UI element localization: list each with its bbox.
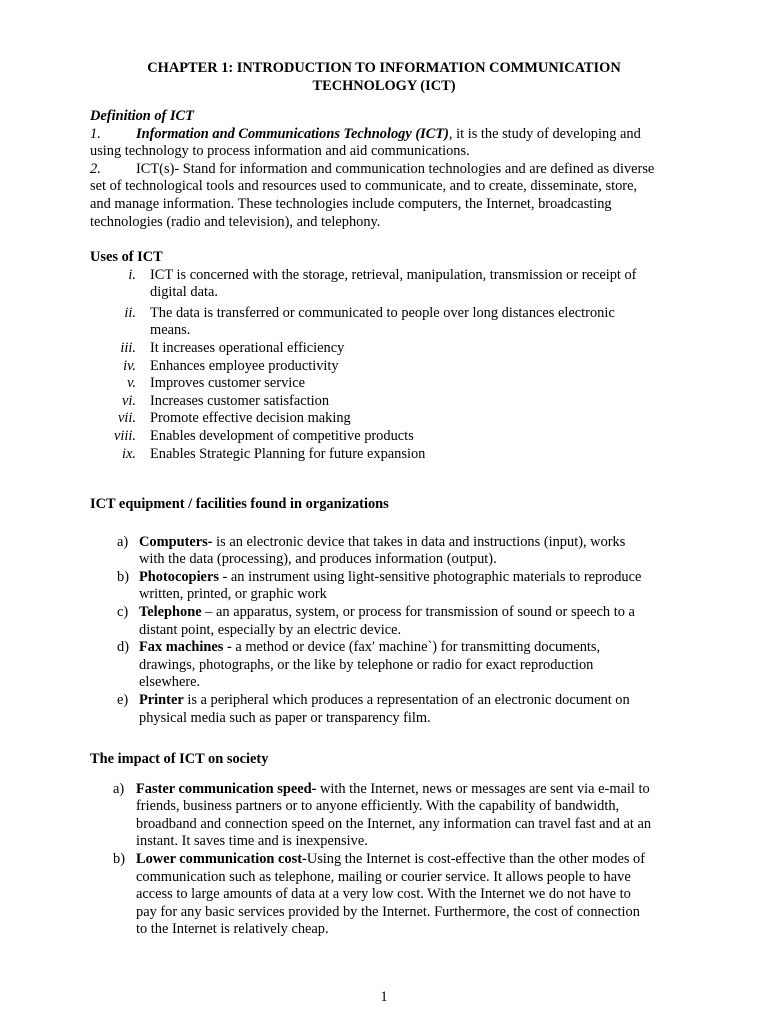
list-item-number: v. xyxy=(127,375,136,392)
list-item-text: Increases customer satisfaction xyxy=(150,392,330,409)
list-item-text: pay for any basic services provided by the Internet. Furthermore, the cost of connection xyxy=(136,903,640,920)
definition-item-2 xyxy=(90,161,680,179)
list-item-text xyxy=(139,569,680,587)
chapter-title-line-2: TECHNOLOGY (ICT) xyxy=(312,78,456,94)
list-item-term: Computers- xyxy=(139,533,213,550)
list-item-text: instant. It saves time and is inexpensive. xyxy=(136,833,368,850)
definition-text: ICT(s)- Stand for information and communication technologies and are defined as diverse xyxy=(136,160,655,177)
list-item-text: drawings, photographs, or the like by telephone or radio for exact reproduction xyxy=(139,656,594,673)
list-item-number: vii. xyxy=(118,410,136,427)
list-item-text: - an instrument using light-sensitive photographic materials to reproduce xyxy=(218,568,642,585)
list-item xyxy=(90,446,680,464)
list-item xyxy=(90,358,680,376)
list-item-text: with the Internet, news or messages are sent via e-mail to xyxy=(316,780,650,797)
page-number: 1 xyxy=(380,989,388,1005)
list-item-term: Printer xyxy=(139,691,184,708)
list-item-text xyxy=(139,692,680,710)
list-item-text: Promote effective decision making xyxy=(150,410,351,427)
list-item xyxy=(90,410,680,428)
list-item xyxy=(90,569,680,604)
list-item-number: e) xyxy=(117,691,129,708)
definition-item-number: 2. xyxy=(90,160,101,177)
list-item-number: a) xyxy=(117,533,129,550)
list-item-term: Fax machines - xyxy=(139,639,232,656)
list-item-text: It increases operational efficiency xyxy=(150,339,345,356)
definition-item-1 xyxy=(90,126,680,144)
list-item-text: written, printed, or graphic work xyxy=(139,586,327,603)
list-item-text: physical media such as paper or transparency film. xyxy=(139,709,431,726)
list-item-term: Telephone xyxy=(139,603,202,620)
list-item-text xyxy=(139,639,680,657)
list-item-number: b) xyxy=(113,850,125,867)
list-item-number: ii. xyxy=(124,304,136,321)
impact-heading: The impact of ICT on society xyxy=(90,751,269,767)
list-item xyxy=(90,340,680,358)
list-item-text: Improves customer service xyxy=(150,375,306,392)
list-item-text: broadband and connection speed on the Internet, any information can travel fast and at an xyxy=(136,815,652,832)
list-item xyxy=(90,851,680,939)
list-item-number: b) xyxy=(117,568,129,585)
list-item xyxy=(90,534,680,569)
definition-text-line: and manage information. These technologies include computers, the Internet, broadcasting xyxy=(90,195,612,212)
list-item-text xyxy=(136,781,680,799)
list-item-text: digital data. xyxy=(150,284,218,301)
list-item xyxy=(90,267,680,302)
list-item-text: Enables development of competitive products xyxy=(150,427,414,444)
list-item-number: d) xyxy=(117,639,129,656)
list-item-text: distant point, especially by an electric device. xyxy=(139,621,402,638)
list-item-term: Faster communication speed- xyxy=(136,780,317,797)
list-item-text xyxy=(139,534,680,552)
equipment-list xyxy=(90,534,680,728)
list-item xyxy=(90,604,680,639)
list-item-text xyxy=(136,851,680,869)
definition-heading: Definition of ICT xyxy=(90,108,194,124)
definition-text-line: technologies (radio and television), and telephony. xyxy=(90,213,381,230)
list-item-text: Using the Internet is cost-effective than the other modes of xyxy=(306,850,646,867)
impact-list xyxy=(90,781,680,939)
definition-section xyxy=(90,108,680,231)
list-item-text: with the data (processing), and produces information (output). xyxy=(139,551,497,568)
list-item-number: ix. xyxy=(122,445,136,462)
list-item-text: communication such as telephone, mailing or courier service. It allows people to have xyxy=(136,868,631,885)
impact-section xyxy=(90,751,680,939)
definition-text: , it is the study of developing and xyxy=(448,125,641,142)
list-item-number: viii. xyxy=(114,427,136,444)
list-item-text: Enables Strategic Planning for future expansion xyxy=(150,445,426,462)
chapter-title xyxy=(90,59,678,95)
list-item xyxy=(90,375,680,393)
list-item-term: Photocopiers xyxy=(139,568,219,585)
list-item-text: a method or device (fax′ machine`) for transmitting documents, xyxy=(231,639,601,656)
list-item xyxy=(90,305,680,340)
list-item xyxy=(90,781,680,851)
definition-text-line: using technology to process information and aid communications. xyxy=(90,143,470,160)
list-item-text: Enhances employee productivity xyxy=(150,357,339,374)
list-item-text: is a peripheral which produces a representation of an electronic document on xyxy=(183,691,630,708)
list-item-text: to the Internet is relatively cheap. xyxy=(136,921,329,938)
uses-heading: Uses of ICT xyxy=(90,249,163,265)
list-item-text: The data is transferred or communicated to people over long distances electronic xyxy=(150,304,615,321)
list-item-text: friends, business partners or to anyone efficiently. With the capability of bandwidth, xyxy=(136,798,620,815)
list-item-number: vi. xyxy=(122,392,136,409)
list-item-text xyxy=(139,604,680,622)
list-item xyxy=(90,639,680,692)
list-item-number: i. xyxy=(128,266,136,283)
list-item xyxy=(90,428,680,446)
list-item-term: Lower communication cost- xyxy=(136,850,307,867)
list-item-text: is an electronic device that takes in data and instructions (input), works xyxy=(212,533,626,550)
list-item xyxy=(90,692,680,727)
list-item-text: access to large amounts of data at a very low cost. With the Internet we do not have to xyxy=(136,886,631,903)
list-item-text: elsewhere. xyxy=(139,674,201,691)
uses-list xyxy=(90,267,680,464)
definition-text-line: set of technological tools and resources used to communicate, and to create, disseminate, store, xyxy=(90,178,638,195)
equipment-heading: ICT equipment / facilities found in organizations xyxy=(90,496,389,512)
list-item-text: – an apparatus, system, or process for transmission of sound or speech to a xyxy=(201,603,635,620)
equipment-section xyxy=(90,496,680,727)
list-item xyxy=(90,393,680,411)
definition-term: Information and Communications Technology (ICT) xyxy=(136,125,449,142)
uses-section xyxy=(90,249,680,463)
definition-item-number: 1. xyxy=(90,125,101,142)
list-item-number: iv. xyxy=(123,357,136,374)
list-item-number: iii. xyxy=(120,339,136,356)
list-item-text: means. xyxy=(150,322,191,339)
list-item-number: c) xyxy=(117,603,129,620)
list-item-number: a) xyxy=(113,780,125,797)
chapter-title-line-1: CHAPTER 1: INTRODUCTION TO INFORMATION COMMUNICATION xyxy=(147,60,621,76)
list-item-text: ICT is concerned with the storage, retrieval, manipulation, transmission or receipt of xyxy=(150,266,637,283)
